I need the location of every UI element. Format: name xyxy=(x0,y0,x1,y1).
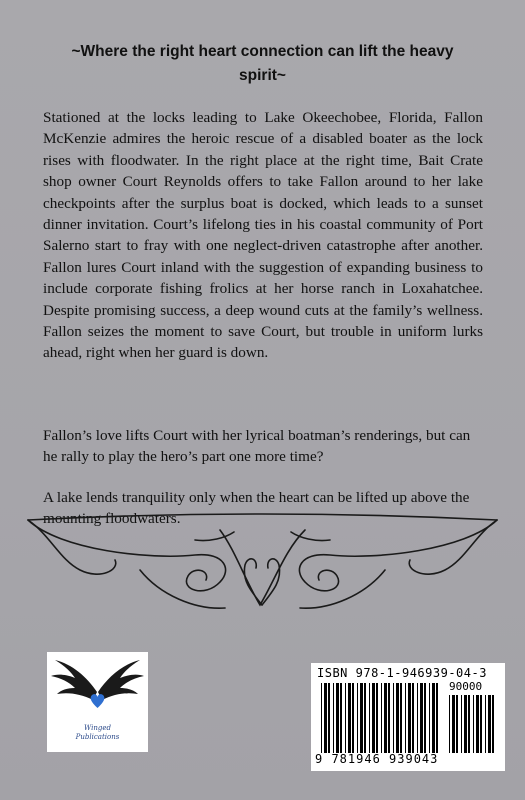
isbn-number: ISBN 978-1-946939-04-3 xyxy=(317,666,487,680)
ean-barcode-bars xyxy=(321,683,441,753)
barcode-digits: 9 781946 939043 xyxy=(315,752,439,766)
price-code: 90000 xyxy=(449,680,483,693)
winged-heart-icon xyxy=(47,652,148,724)
tagline: ~Where the right heart connection can lift the heavy spirit~ xyxy=(71,43,454,84)
publisher-name-line2: Publications xyxy=(75,733,120,741)
publisher-logo xyxy=(47,652,148,752)
addon-barcode-bars xyxy=(449,695,499,753)
synopsis-paragraph-1: Stationed at the locks leading to Lake Okeechobee, Florida, Fallon McKenzie admires the heroic rescue of a disabled boater as the lock rises with floodwater. In the right place at the right time, Bait Crate shop owner Court Reynolds offers to take Fallon around to her lake checkpoints after the surplus boat is docked, which leads to a sunset dinner invitation. Court’s lifelong ties in his coastal community of Port Salerno start to fray with one neglect-driven catastrophe after another. Fallon lures Court inland with the suggestion of expanding business to include corporate fishing frolics at her horse ranch in Loxahatchee. Despite promising success, a deep wound cuts at the family’s wellness. Fallon seizes the moment to save Court, but trouble in uniform lurks ahead, right when her guard is down. xyxy=(43,109,483,362)
closing-line: A lake lends tranquility only when the heart can be lifted up above the mounting floodwaters. xyxy=(43,489,470,528)
decorative-flourish-icon xyxy=(20,510,505,620)
isbn-barcode xyxy=(311,663,505,771)
publisher-name-line1: Winged xyxy=(84,724,111,732)
synopsis-paragraph-2: Fallon’s love lifts Court with her lyrical boatman’s renderings, but can he rally to play the hero’s part one more time? xyxy=(43,427,471,466)
